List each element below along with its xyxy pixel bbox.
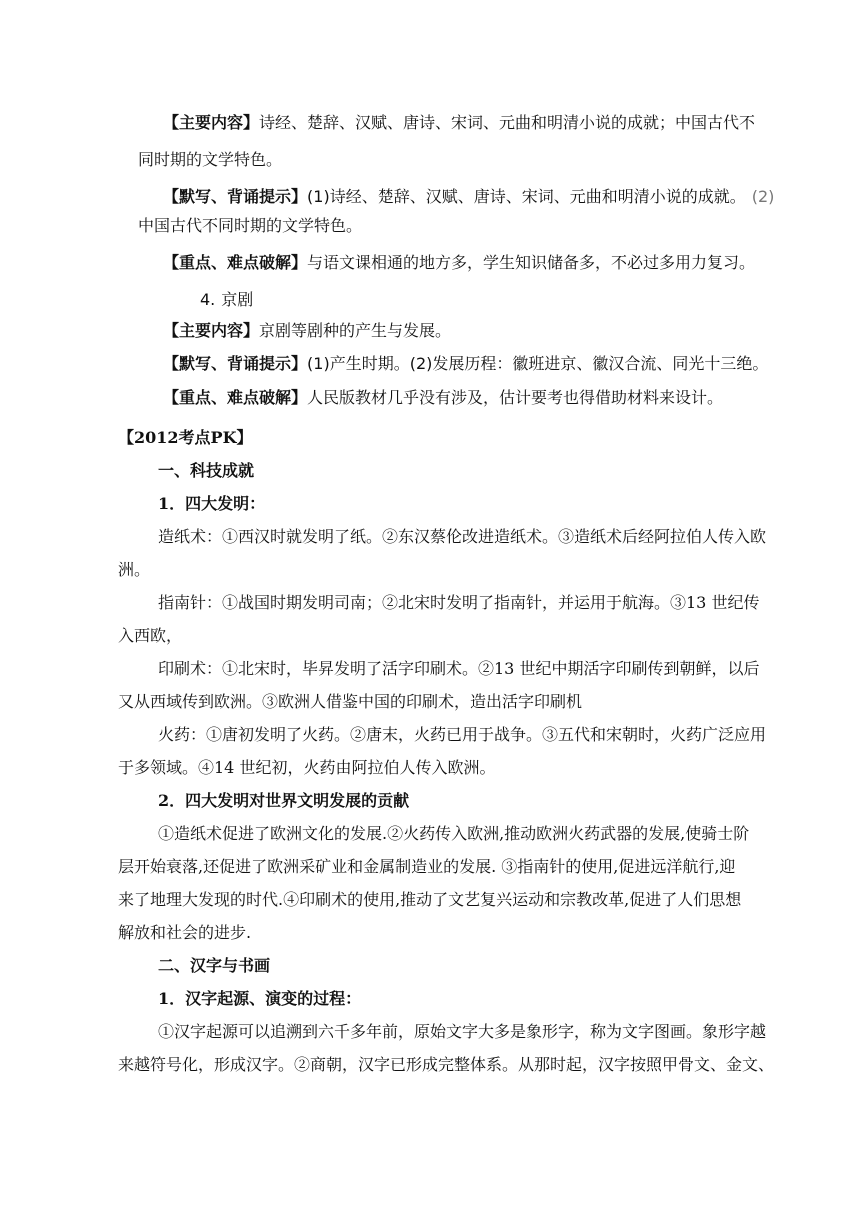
paper-line-2: 洲。 — [118, 560, 151, 579]
subheading-four-inventions: 1．四大发明： — [158, 494, 266, 513]
contrib-line-3: 来了地理大发现的时代.④印刷术的使用,推动了文艺复兴运动和宗教改革,促进了人们思想 — [118, 890, 742, 909]
topic3-recite-line1 — [163, 187, 774, 207]
recite-number-1: (1) — [307, 187, 330, 206]
topic3-main-line2 — [138, 150, 282, 170]
topic3-key-line — [163, 253, 755, 273]
topic4-recite-line — [163, 354, 768, 374]
main-content-label: 【主要内容】 — [163, 321, 260, 340]
contrib-line-2: 层开始衰落,还促进了欧洲采矿业和金属制造业的发展. ③指南针的使用,促进远洋航行,迎 — [118, 857, 736, 876]
contrib-line-1: ①造纸术促进了欧洲文化的发展.②火药传入欧洲,推动欧洲火药武器的发展,使骑士阶 — [158, 824, 750, 843]
topic-number: 4. — [200, 290, 216, 309]
main-content-label: 【主要内容】 — [163, 113, 260, 132]
key-points-text: 与语文课相通的地方多，学生知识储备多，不必过多用力复习。 — [307, 253, 756, 272]
topic-title: 京剧 — [221, 290, 254, 309]
key-points-label: 【重点、难点破解】 — [163, 253, 308, 272]
recite-number-2: (2) — [409, 354, 433, 373]
key-points-label: 【重点、难点破解】 — [163, 388, 308, 407]
characters-line-1: ①汉字起源可以追溯到六千多年前，原始文字大多是象形字，称为文字图画。象形字越 — [158, 1022, 767, 1041]
printing-line-1: 印刷术：①北宋时，毕昇发明了活字印刷术。②13 世纪中期活字印刷传到朝鲜，以后 — [158, 659, 760, 678]
recite-text-2: 发展历程：徽班进京、徽汉合流、同光十三绝。 — [432, 354, 769, 373]
characters-line-2: 来越符号化，形成汉字。②商朝，汉字已形成完整体系。从那时起，汉字按照甲骨文、金文、 — [118, 1055, 775, 1074]
heading-chinese-characters: 二、汉字与书画 — [158, 956, 271, 975]
contrib-line-4: 解放和社会的进步. — [118, 923, 252, 942]
heading-tech-achievements: 一、科技成就 — [158, 461, 255, 480]
compass-line-2: 入西欧， — [118, 626, 183, 645]
section-header: 【2012考点PK】 — [118, 428, 253, 447]
subheading-character-origin: 1．汉字起源、演变的过程： — [158, 989, 362, 1008]
compass-line-1: 指南针：①战国时期发明司南；②北宋时发明了指南针，并运用于航海。③13 世纪传 — [158, 593, 760, 612]
recite-number-2: (2) — [751, 187, 775, 206]
recite-label: 【默写、背诵提示】 — [163, 187, 308, 206]
recite-label: 【默写、背诵提示】 — [163, 354, 308, 373]
subheading-contributions: 2．四大发明对世界文明发展的贡献 — [158, 791, 410, 810]
gunpowder-line-2: 于多领域。④14 世纪初，火药由阿拉伯人传入欧洲。 — [118, 758, 496, 777]
paper-line-1: 造纸术：①西汉时就发明了纸。②东汉蔡伦改进造纸术。③造纸术后经阿拉伯人传入欧 — [158, 527, 767, 546]
recite-text-2: 中国古代不同时期的文学特色。 — [138, 216, 363, 235]
topic4-key-line — [163, 388, 723, 408]
topic4-main-line — [163, 321, 451, 341]
topic3-main-line1 — [163, 113, 755, 133]
main-content-text-cont: 同时期的文学特色。 — [138, 150, 283, 169]
recite-text-1: 诗经、楚辞、汉赋、唐诗、宋词、元曲和明清小说的成就。 — [329, 187, 746, 206]
recite-text-1: 产生时期。 — [329, 354, 410, 373]
topic3-recite-line2 — [138, 216, 362, 236]
main-content-text: 京剧等剧种的产生与发展。 — [259, 321, 452, 340]
gunpowder-line-1: 火药：①唐初发明了火药。②唐末，火药已用于战争。③五代和宋朝时，火药广泛应用 — [158, 725, 767, 744]
topic4-heading — [200, 290, 253, 310]
main-content-text: 诗经、楚辞、汉赋、唐诗、宋词、元曲和明清小说的成就；中国古代不 — [259, 113, 756, 132]
printing-line-2: 又从西域传到欧洲。③欧洲人借鉴中国的印刷术，造出活字印刷机 — [118, 692, 583, 711]
key-points-text: 人民版教材几乎没有涉及，估计要考也得借助材料来设计。 — [307, 388, 724, 407]
recite-number-1: (1) — [307, 354, 330, 373]
